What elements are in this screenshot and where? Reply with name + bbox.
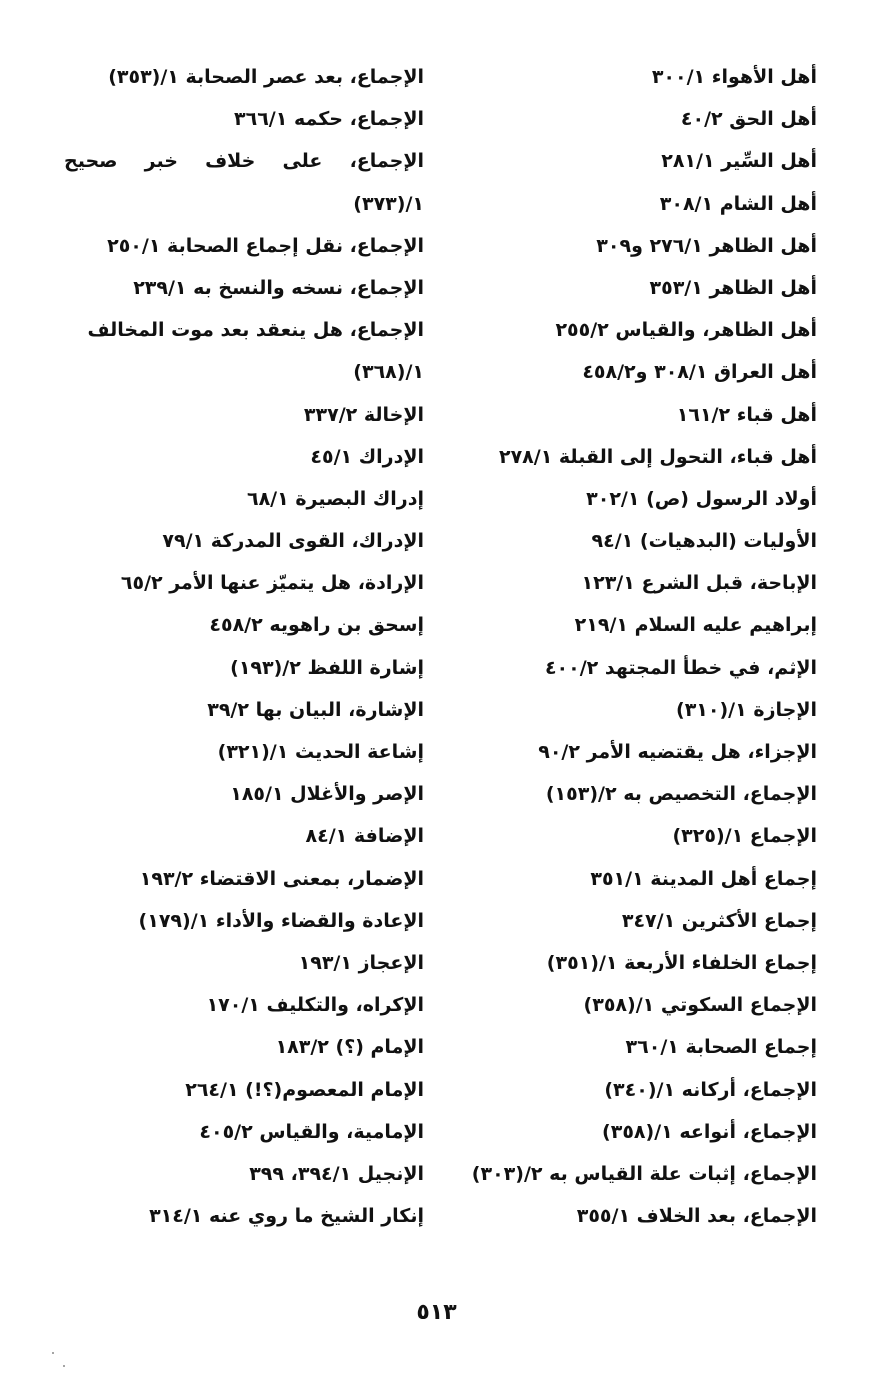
index-entry: الإشارة، البيان بها ٣٩/٢ — [207, 698, 424, 721]
index-entry: الإثم، في خطأ المجتهد ٤٠٠/٢ — [544, 656, 817, 679]
index-entry: أولاد الرسول (ص) ٣٠٢/١ — [586, 487, 817, 510]
index-entry: أهل الظاهر، والقياس ٢٥٥/٢ — [555, 319, 817, 342]
index-entry: الأوليات (البدهيات) ٩٤/١ — [591, 530, 817, 553]
index-entry: الإجماع، بعد عصر الصحابة ١/(٣٥٣) — [108, 66, 424, 88]
index-entry-continuation: ١/(٣٦٨) — [353, 361, 424, 384]
index-column-left — [64, 56, 424, 1237]
index-entry: أهل الظاهر ٣٥٣/١ — [649, 276, 817, 299]
page-number: ٥١٣ — [416, 1300, 457, 1325]
index-entry: الإباحة، قبل الشرع ١٢٣/١ — [581, 572, 817, 595]
index-entry: أهل قباء ١٦١/٢ — [676, 403, 817, 426]
index-entry: إشاعة الحديث ١/(٣٢١) — [217, 741, 424, 763]
index-entry: إجماع أهل المدينة ٣٥١/١ — [590, 867, 817, 890]
index-entry: الإجماع، التخصيص به ٢/(١٥٣) — [545, 783, 817, 806]
scan-speck — [63, 1365, 65, 1367]
index-entry: أهل الأهواء ٣٠٠/١ — [651, 66, 817, 88]
index-entry: الإمام (؟) ١٨٣/٢ — [275, 1036, 424, 1059]
index-entry: الإعادة والقضاء والأداء ١/(١٧٩) — [138, 909, 424, 932]
index-entry-continuation: ١/(٣٧٣) — [353, 192, 424, 215]
index-entry: الإجماع، على خلاف خبر صحيح — [64, 150, 424, 173]
index-entry: الإجماع، حكمه ٣٦٦/١ — [234, 108, 424, 131]
index-entry: الإدراك ٤٥/١ — [310, 445, 424, 468]
index-entry: الإنجيل ٣٩٤/١، ٣٩٩ — [249, 1162, 424, 1185]
index-entry: الإجماع، أنواعه ١/(٣٥٨) — [602, 1120, 817, 1143]
index-entry: الإعجاز ١٩٣/١ — [298, 951, 424, 974]
index-entry: الإمام المعصوم(؟!) ٢٦٤/١ — [185, 1078, 424, 1101]
index-entry: الإجماع، بعد الخلاف ٣٥٥/١ — [576, 1205, 817, 1228]
index-entry: الإضمار، بمعنى الاقتضاء ١٩٣/٢ — [139, 867, 424, 890]
scan-speck — [52, 1352, 54, 1354]
index-entry: الإجماع ١/(٣٢٥) — [672, 825, 817, 848]
index-entry: الإجماع، أركانه ١/(٣٤٠) — [604, 1078, 817, 1101]
index-column-right — [447, 56, 817, 1237]
index-entry: الإضافة ٨٤/١ — [305, 825, 424, 848]
index-entry: الإكراه، والتكليف ١٧٠/١ — [206, 994, 424, 1017]
index-entry: أهل الشام ٣٠٨/١ — [659, 192, 817, 215]
index-entry: الإجازة ١/(٣١٠) — [676, 698, 817, 721]
index-entry: الإرادة، هل يتميّز عنها الأمر ٦٥/٢ — [120, 572, 424, 595]
index-entry: أهل السِّير ٢٨١/١ — [661, 150, 817, 173]
index-entry: الإجماع، نسخه والنسخ به ٢٣٩/١ — [133, 276, 424, 299]
index-entry: أهل العراق ٣٠٨/١ و٤٥٨/٢ — [582, 361, 817, 384]
index-entry: الإجزاء، هل يقتضيه الأمر ٩٠/٢ — [538, 741, 817, 763]
index-entry: الإخالة ٣٣٧/٢ — [303, 403, 424, 426]
index-entry: الإمامية، والقياس ٤٠٥/٢ — [199, 1120, 424, 1143]
index-entry: الإجماع، نقل إجماع الصحابة ٢٥٠/١ — [107, 234, 424, 257]
index-entry: إدراك البصيرة ٦٨/١ — [246, 487, 424, 510]
index-entry: إسحق بن راهويه ٤٥٨/٢ — [209, 614, 424, 637]
index-entry: إجماع الخلفاء الأربعة ١/(٣٥١) — [546, 951, 817, 974]
index-entry: إشارة اللفظ ٢/(١٩٣) — [230, 656, 424, 679]
index-entry: الإجماع السكوتي ١/(٣٥٨) — [583, 994, 817, 1017]
index-entry: إجماع الصحابة ٣٦٠/١ — [625, 1036, 817, 1059]
index-entry: أهل الظاهر ٢٧٦/١ و٣٠٩ — [596, 234, 817, 257]
index-entry: الإدراك، القوى المدركة ٧٩/١ — [162, 530, 424, 553]
index-entry: إبراهيم عليه السلام ٢١٩/١ — [574, 614, 817, 637]
index-entry: أهل قباء، التحول إلى القبلة ٢٧٨/١ — [498, 445, 817, 468]
index-entry: أهل الحق ٤٠/٢ — [680, 108, 817, 131]
index-entry: الإصر والأغلال ١٨٥/١ — [230, 783, 424, 806]
index-entry: الإجماع، إثبات علة القياس به ٢/(٣٠٣) — [471, 1162, 817, 1185]
index-entry: إجماع الأكثرين ٣٤٧/١ — [621, 909, 817, 932]
index-entry: الإجماع، هل ينعقد بعد موت المخالف — [87, 319, 424, 342]
index-entry: إنكار الشيخ ما روي عنه ٣١٤/١ — [149, 1205, 424, 1228]
